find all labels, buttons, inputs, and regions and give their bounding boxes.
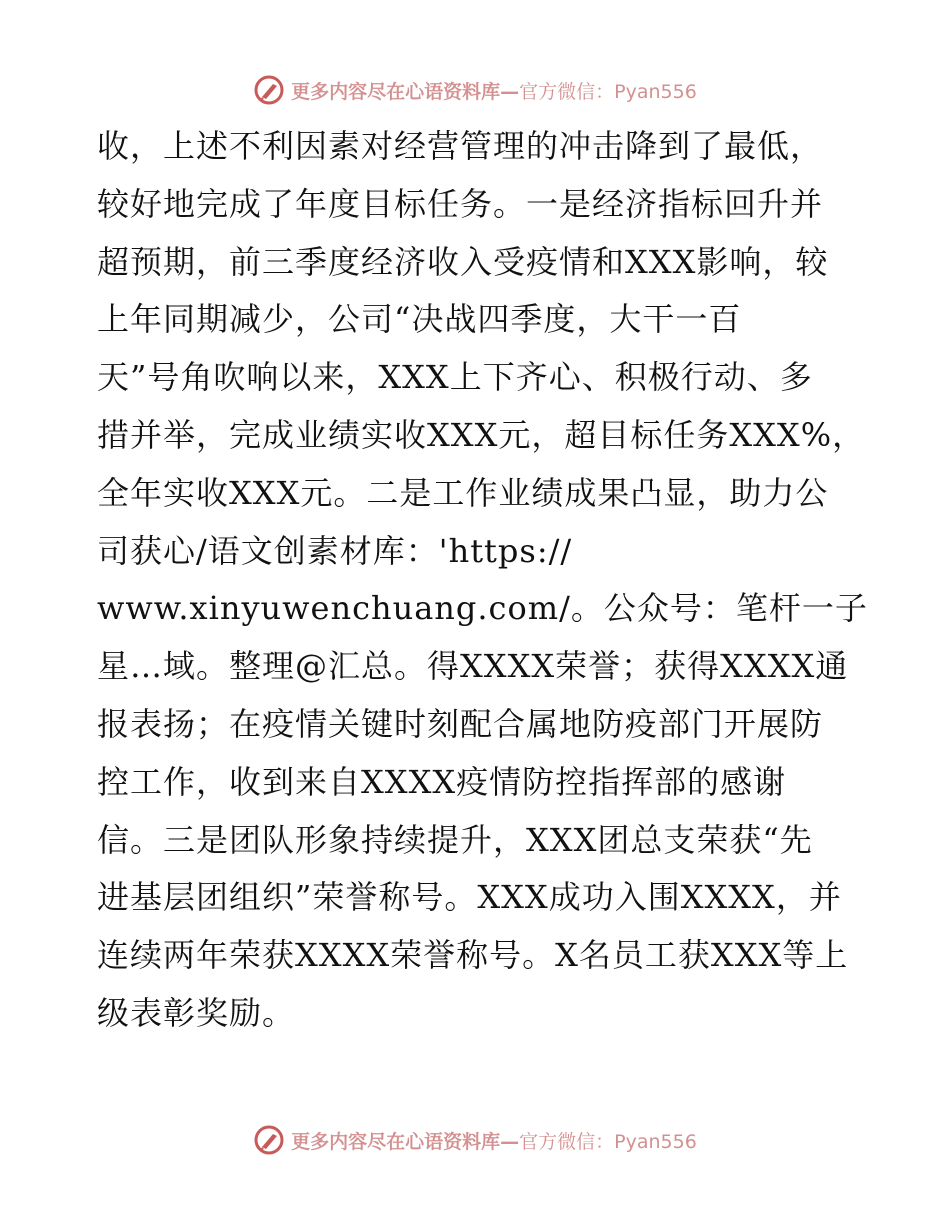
banner-text xyxy=(291,77,697,104)
body-line: 星…域。整理@汇总。得XXXX荣誉；获得XXXX通 xyxy=(97,647,849,686)
body-line: 收，上述不利因素对经营管理的冲击降到了最低， xyxy=(97,127,824,165)
header-banner xyxy=(0,70,950,110)
pen-nib-logo-icon xyxy=(253,74,285,106)
pen-nib-logo-icon xyxy=(253,1124,285,1156)
body-line: 信。三是团队形象持续提升，XXX团总支荣获“先 xyxy=(97,820,813,859)
body-line: 天”号角吹响以来，XXX上下齐心、积极行动、多 xyxy=(97,358,813,397)
body-line: 上年同期减少，公司“决战四季度，大干一百 xyxy=(97,300,742,339)
banner-separator: — xyxy=(500,80,520,103)
body-line: 进基层团组织”荣誉称号。XXX成功入围XXXX，并 xyxy=(97,878,842,917)
body-line: 级表彰奖励。 xyxy=(97,993,296,1032)
banner-wechat-text: 官方微信：Pyan556 xyxy=(519,1130,697,1153)
document-body xyxy=(97,118,868,1043)
body-line: 司获心/语文创素材库：'https:// xyxy=(97,531,573,570)
banner-separator: — xyxy=(500,1130,520,1153)
banner-main-text: 更多内容尽在心语资料库 xyxy=(291,80,501,103)
body-line: www.xinyuwenchuang.com/。公众号：笔杆一子 xyxy=(97,589,868,628)
body-line: 措并举，完成业绩实收XXX元，超目标任务XXX%， xyxy=(97,415,866,454)
body-line: 超预期，前三季度经济收入受疫情和XXX影响，较 xyxy=(97,242,829,281)
banner-text xyxy=(291,1127,697,1154)
banner-main-text: 更多内容尽在心语资料库 xyxy=(291,1130,501,1153)
body-line: 较好地完成了年度目标任务。一是经济指标回升并 xyxy=(97,184,824,223)
body-line: 报表扬；在疫情关键时刻配合属地防疫部门开展防 xyxy=(97,704,824,743)
body-line: 连续两年荣获XXXX荣誉称号。X名员工获XXX等上 xyxy=(97,936,849,975)
banner-wechat-text: 官方微信：Pyan556 xyxy=(519,80,697,103)
body-line: 控工作，收到来自XXXX疫情防控指挥部的感谢 xyxy=(97,762,787,801)
footer-banner xyxy=(0,1120,950,1160)
body-line: 全年实收XXX元。二是工作业绩成果凸显，助力公 xyxy=(97,473,829,512)
